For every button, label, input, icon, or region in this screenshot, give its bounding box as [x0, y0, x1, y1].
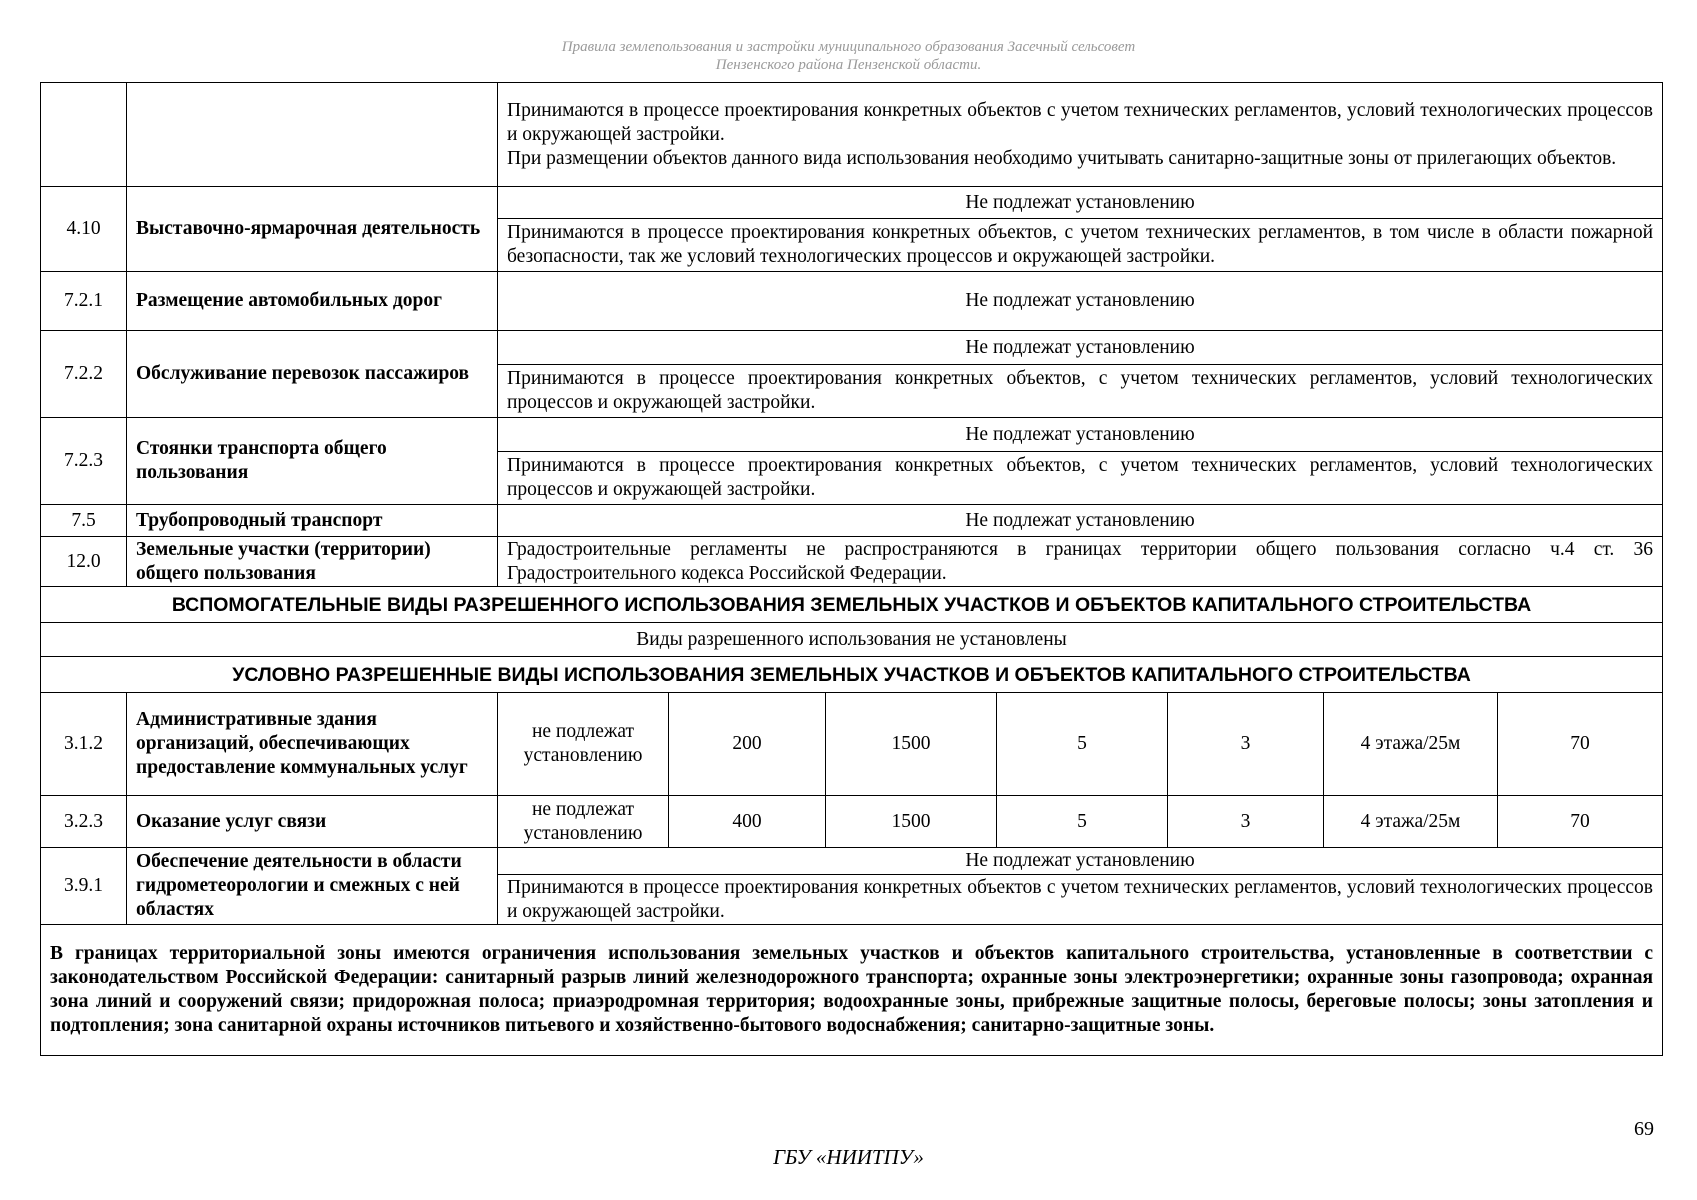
table-row	[41, 83, 1663, 187]
value-cell: 70	[1498, 796, 1663, 848]
name-cell: Административные здания организаций, обеспечивающих предоставление коммунальных услуг	[127, 693, 498, 796]
value-cell: не подлежат установлению	[498, 693, 669, 796]
running-header-line1: Правила землепользования и застройки муниципального образования Засечный сельсовет	[561, 39, 1136, 55]
value-cell: 400	[669, 796, 826, 848]
code-cell: 12.0	[41, 537, 127, 587]
params-cell: Принимаются в процессе проектирования конкретных объектов, с учетом технических регламентов, условий технологических процессов и окружающей застройки.	[498, 365, 1663, 418]
value-cell: 70	[1498, 693, 1663, 796]
running-header	[0, 38, 1697, 74]
value-cell: 4 этажа/25м	[1324, 693, 1498, 796]
params-cell: Принимаются в процессе проектирования конкретных объектов, с учетом технических регламентов, в том числе в области пожарной безопасности, так же условий технологических процессов и окружающей застройки.	[498, 219, 1663, 272]
params-cell: Не подлежат установлению	[498, 505, 1663, 537]
table-row	[41, 505, 1663, 537]
auxiliary-text: Виды разрешенного использования не установлены	[41, 623, 1663, 657]
page-number: 69	[1634, 1118, 1654, 1140]
footer-organization: ГБУ «НИИТПУ»	[773, 1145, 924, 1169]
code-cell: 4.10	[41, 187, 127, 272]
params-text: Принимаются в процессе проектирования конкретных объектов с учетом технических регламентов, условий технологических процессов и окружающей застройки.	[507, 99, 1654, 145]
section-header-row	[41, 587, 1663, 623]
value-cell: не подлежат установлению	[498, 796, 669, 848]
params-cell: Не подлежат установлению	[498, 272, 1663, 331]
params-cell: Не подлежат установлению	[498, 331, 1663, 365]
running-header-line2: Пензенского района Пензенской области.	[715, 57, 982, 73]
section-header-row	[41, 657, 1663, 693]
value-cell: 5	[997, 693, 1168, 796]
code-cell: 3.9.1	[41, 848, 127, 925]
regulations-table	[40, 82, 1663, 1056]
name-cell: Выставочно-ярмарочная деятельность	[127, 187, 498, 272]
code-cell	[41, 83, 127, 187]
section-title-auxiliary: ВСПОМОГАТЕЛЬНЫЕ ВИДЫ РАЗРЕШЕННОГО ИСПОЛЬЗОВАНИЯ ЗЕМЕЛЬНЫХ УЧАСТКОВ И ОБЪЕКТОВ КАПИТАЛЬНОГО СТРОИТЕЛЬСТВА	[41, 587, 1663, 623]
params-cell: Принимаются в процессе проектирования конкретных объектов, с учетом технических регламентов, условий технологических процессов и окружающей застройки.	[498, 452, 1663, 505]
params-cell: Не подлежат установлению	[498, 187, 1663, 219]
name-cell: Стоянки транспорта общего пользования	[127, 418, 498, 505]
table-row	[41, 187, 1663, 219]
table-row	[41, 848, 1663, 875]
value-cell: 3	[1168, 796, 1324, 848]
params-cell: Не подлежат установлению	[498, 418, 1663, 452]
value-cell: 1500	[826, 796, 997, 848]
value-cell: 4 этажа/25м	[1324, 796, 1498, 848]
name-cell: Оказание услуг связи	[127, 796, 498, 848]
params-cell: Принимаются в процессе проектирования конкретных объектов с учетом технических регламентов, условий технологических процессов и окружающей застройки.	[498, 875, 1663, 925]
params-text: При размещении объектов данного вида использования необходимо учитывать санитарно-защитные зоны от прилегающих объектов.	[507, 147, 1617, 169]
code-cell: 7.2.3	[41, 418, 127, 505]
code-cell: 7.2.1	[41, 272, 127, 331]
code-cell: 3.1.2	[41, 693, 127, 796]
name-cell: Обслуживание перевозок пассажиров	[127, 331, 498, 418]
code-cell: 7.2.2	[41, 331, 127, 418]
name-cell: Обеспечение деятельности в области гидрометеорологии и смежных с ней областях	[127, 848, 498, 925]
name-cell	[127, 83, 498, 187]
value-cell: 5	[997, 796, 1168, 848]
name-cell: Размещение автомобильных дорог	[127, 272, 498, 331]
table-row	[41, 418, 1663, 452]
code-cell: 7.5	[41, 505, 127, 537]
table-row	[41, 693, 1663, 796]
table-row	[41, 331, 1663, 365]
name-cell: Земельные участки (территории) общего пользования	[127, 537, 498, 587]
params-cell: Не подлежат установлению	[498, 848, 1663, 875]
name-cell: Трубопроводный транспорт	[127, 505, 498, 537]
code-cell: 3.2.3	[41, 796, 127, 848]
table-row	[41, 623, 1663, 657]
value-cell: 3	[1168, 693, 1324, 796]
params-cell	[498, 83, 1663, 187]
value-cell: 1500	[826, 693, 997, 796]
table-row	[41, 272, 1663, 331]
restrictions-note: В границах территориальной зоны имеются ограничения использования земельных участков и объектов капитального строительства, установленные в соответствии с законодательством Российской Федерации: санитарный разрыв линий железнодорожного транспорта; охранные зоны электроэнергетики; охранные зоны газопровода; охранная зона линий и сооружений связи; придорожная полоса; приаэродромная территория; водоохранные зоны, прибрежные защитные полосы, береговые полосы; зоны затопления и подтопления; зона санитарной охраны источников питьевого и хозяйственно-бытового водоснабжения; санитарно-защитные зоны.	[41, 925, 1663, 1056]
value-cell: 200	[669, 693, 826, 796]
section-title-conditional: УСЛОВНО РАЗРЕШЕННЫЕ ВИДЫ ИСПОЛЬЗОВАНИЯ ЗЕМЕЛЬНЫХ УЧАСТКОВ И ОБЪЕКТОВ КАПИТАЛЬНОГО СТРОИТЕЛЬСТВА	[41, 657, 1663, 693]
table-row	[41, 796, 1663, 848]
params-cell: Градостроительные регламенты не распространяются в границах территории общего пользования согласно ч.4 ст. 36 Градостроительного кодекса Российской Федерации.	[498, 537, 1663, 587]
table-row	[41, 537, 1663, 587]
restrictions-note-row	[41, 925, 1663, 1056]
